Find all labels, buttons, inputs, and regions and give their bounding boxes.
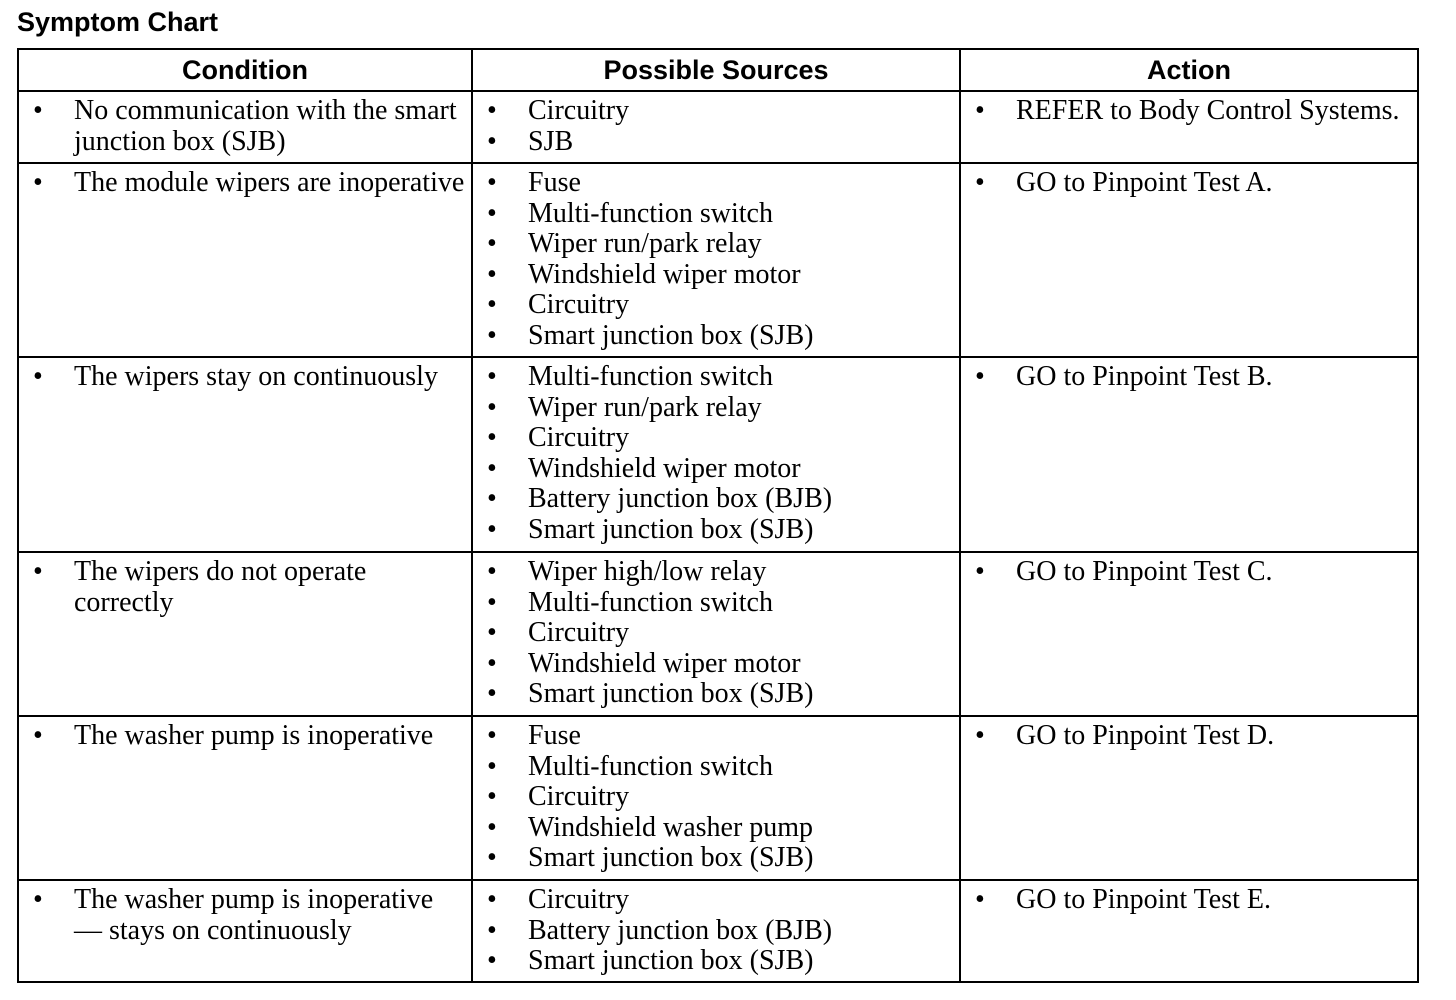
- action-list: [961, 164, 1417, 199]
- condition-text: • No communication with the smart junction box (SJB): [19, 96, 471, 157]
- action-text: • GO to Pinpoint Test A.: [961, 168, 1417, 199]
- sources-list: [473, 92, 959, 157]
- action-text: • REFER to Body Control Systems.: [961, 96, 1417, 127]
- table-row: [18, 163, 1418, 357]
- table-row: [18, 357, 1418, 552]
- condition-cell: [18, 91, 472, 163]
- source-item: • Multi-function switch: [473, 362, 959, 393]
- sources-cell: [472, 357, 960, 552]
- action-text: • GO to Pinpoint Test B.: [961, 362, 1417, 393]
- sources-list: [473, 553, 959, 710]
- action-list: [961, 92, 1417, 127]
- action-cell: [960, 163, 1418, 357]
- condition-cell: [18, 163, 472, 357]
- symptom-table: [17, 48, 1419, 983]
- source-item: • Circuitry: [473, 423, 959, 454]
- source-item: • Smart junction box (SJB): [473, 679, 959, 710]
- condition-list: [19, 717, 471, 752]
- action-list: [961, 553, 1417, 588]
- source-item: • Battery junction box (BJB): [473, 484, 959, 515]
- source-item: • Multi-function switch: [473, 752, 959, 783]
- condition-cell: [18, 880, 472, 982]
- action-cell: [960, 880, 1418, 982]
- sources-list: [473, 881, 959, 977]
- action-text: • GO to Pinpoint Test E.: [961, 885, 1417, 916]
- condition-list: [19, 553, 471, 618]
- sources-cell: [472, 91, 960, 163]
- source-item: • Windshield wiper motor: [473, 454, 959, 485]
- condition-cell: [18, 716, 472, 880]
- source-item: • Fuse: [473, 168, 959, 199]
- source-item: • Windshield wiper motor: [473, 260, 959, 291]
- source-item: • Circuitry: [473, 96, 959, 127]
- table-row: [18, 716, 1418, 880]
- action-cell: [960, 357, 1418, 552]
- source-item: • Multi-function switch: [473, 199, 959, 230]
- table-row: [18, 552, 1418, 716]
- sources-cell: [472, 163, 960, 357]
- action-header: Action: [960, 49, 1418, 91]
- table-row: [18, 91, 1418, 163]
- source-item: • Smart junction box (SJB): [473, 946, 959, 977]
- sources-list: [473, 717, 959, 874]
- action-list: [961, 358, 1417, 393]
- condition-text: • The washer pump is inoperative — stays on continuously: [19, 885, 471, 946]
- source-item: • Windshield wiper motor: [473, 649, 959, 680]
- condition-cell: [18, 552, 472, 716]
- source-item: • Wiper run/park relay: [473, 393, 959, 424]
- action-text: • GO to Pinpoint Test C.: [961, 557, 1417, 588]
- source-item: • SJB: [473, 127, 959, 158]
- source-item: • Wiper high/low relay: [473, 557, 959, 588]
- sources-list: [473, 358, 959, 546]
- sources-cell: [472, 880, 960, 982]
- source-item: • Multi-function switch: [473, 588, 959, 619]
- sources-cell: [472, 716, 960, 880]
- condition-text: • The washer pump is inoperative: [19, 721, 471, 752]
- action-list: [961, 881, 1417, 916]
- page-title: Symptom Chart: [17, 7, 219, 37]
- source-item: • Smart junction box (SJB): [473, 321, 959, 352]
- condition-list: [19, 881, 471, 946]
- condition-list: [19, 164, 471, 199]
- action-text: • GO to Pinpoint Test D.: [961, 721, 1417, 752]
- source-item: • Circuitry: [473, 290, 959, 321]
- condition-list: [19, 358, 471, 393]
- action-cell: [960, 91, 1418, 163]
- action-cell: [960, 552, 1418, 716]
- source-item: • Circuitry: [473, 618, 959, 649]
- source-item: • Smart junction box (SJB): [473, 843, 959, 874]
- condition-text: • The wipers stay on continuously: [19, 362, 471, 393]
- table-row: [18, 880, 1418, 982]
- source-item: • Circuitry: [473, 885, 959, 916]
- sources-cell: [472, 552, 960, 716]
- condition-text: • The wipers do not operate correctly: [19, 557, 471, 618]
- source-item: • Wiper run/park relay: [473, 229, 959, 260]
- possible-sources-header: Possible Sources: [472, 49, 960, 91]
- condition-list: [19, 92, 471, 157]
- header-row: [18, 49, 1418, 91]
- condition-cell: [18, 357, 472, 552]
- condition-header: Condition: [18, 49, 472, 91]
- source-item: • Battery junction box (BJB): [473, 916, 959, 947]
- source-item: • Windshield washer pump: [473, 813, 959, 844]
- action-list: [961, 717, 1417, 752]
- source-item: • Fuse: [473, 721, 959, 752]
- action-cell: [960, 716, 1418, 880]
- condition-text: • The module wipers are inoperative: [19, 168, 471, 199]
- sources-list: [473, 164, 959, 352]
- source-item: • Circuitry: [473, 782, 959, 813]
- source-item: • Smart junction box (SJB): [473, 515, 959, 546]
